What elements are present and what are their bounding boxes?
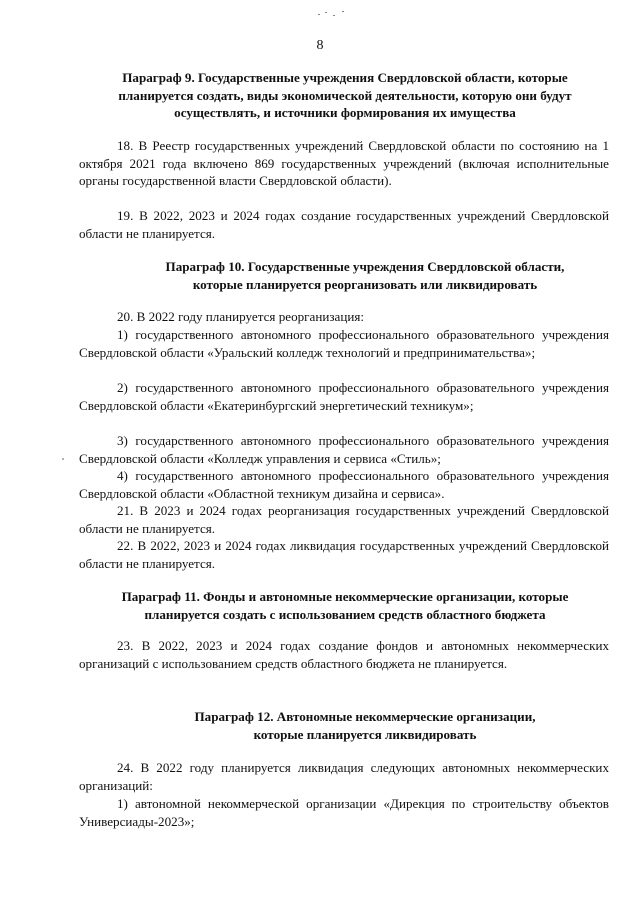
heading-line: планируется создать, виды экономической деятельности, которую они будут: [118, 87, 572, 103]
heading-line: планируется создать с использованием средств областного бюджета: [144, 606, 546, 622]
item-18: 18. В Реестр государственных учреждений Свердловской области по состоянию на 1 октября 2021 года включено 869 государственных учреждений (включая исполнительные органы государственной власти Свердловской области).: [79, 138, 609, 189]
item-20-sub-1: 1) государственного автономного профессионального образовательного учреждения Свердловской области «Уральский колледж технологий и предпринимательства»;: [79, 327, 609, 360]
heading-line: осуществлять, и источники формирования их имущества: [174, 105, 516, 121]
item-23: 23. В 2022, 2023 и 2024 годах создание фондов и автономных некоммерческих организаций с использованием средств областного бюджета не планируется.: [79, 638, 609, 671]
item-20-sub-4: 4) государственного автономного профессионального образовательного учреждения Свердловской области «Областной техникум дизайна и сервиса».: [79, 468, 609, 501]
heading-line: Параграф 12. Автономные некоммерческие организации,: [194, 709, 536, 724]
item-24: 24. В 2022 году планируется ликвидация следующих автономных некоммерческих организаций:: [79, 760, 609, 793]
item-24-sub-1: 1) автономной некоммерческой организации «Дирекция по строительству объектов Универсиады-2023»;: [79, 796, 609, 829]
heading-line: Параграф 11. Фонды и автономные некоммерческие организации, которые: [121, 589, 569, 604]
item-20: 20. В 2022 году планируется реорганизация:: [117, 309, 365, 324]
section-11-heading: [70, 588, 620, 623]
item-20-sub-2: 2) государственного автономного профессионального образовательного учреждения Свердловской области «Екатеринбургский энергетический техникум»;: [79, 380, 609, 413]
section-9-heading: [70, 69, 620, 122]
heading-line: Параграф 10. Государственные учреждения Свердловской области,: [165, 259, 565, 274]
scan-artifact: [316, 10, 346, 18]
page-number: 8: [316, 38, 324, 53]
heading-line: которые планируется ликвидировать: [253, 726, 477, 742]
item-22: 22. В 2022, 2023 и 2024 годах ликвидация государственных учреждений Свердловской области не планируется.: [79, 538, 609, 571]
section-12-heading: [90, 708, 640, 743]
section-10-heading: [90, 258, 640, 293]
item-21: 21. В 2023 и 2024 годах реорганизация государственных учреждений Свердловской области не планируется.: [79, 503, 609, 536]
item-20-sub-3: 3) государственного автономного профессионального образовательного учреждения Свердловской области «Колледж управления и сервиса «Стиль»;: [79, 433, 609, 466]
scan-artifact: [62, 458, 64, 460]
heading-line: которые планируется реорганизовать или ликвидировать: [192, 276, 538, 292]
item-19: 19. В 2022, 2023 и 2024 годах создание государственных учреждений Свердловской области не планируется.: [79, 208, 609, 241]
heading-line: Параграф 9. Государственные учреждения Свердловской области, которые: [122, 70, 568, 85]
